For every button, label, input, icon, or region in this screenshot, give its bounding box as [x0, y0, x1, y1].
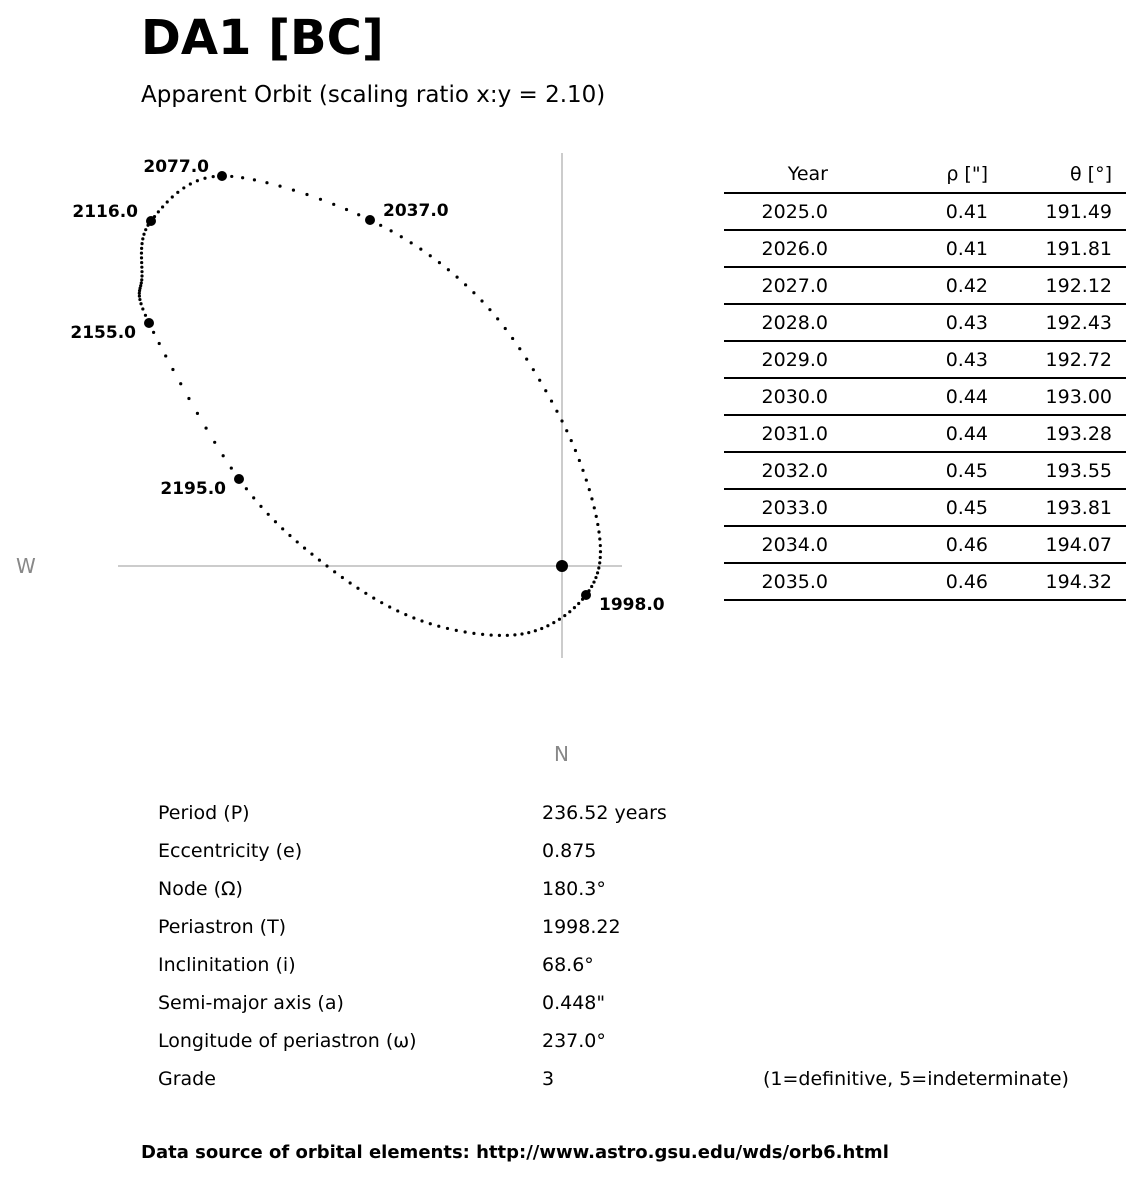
element-row: [158, 1060, 1118, 1098]
cell-theta: 191.49: [1002, 193, 1126, 230]
orbit-point: [429, 254, 432, 257]
orbit-point: [538, 379, 541, 382]
orbit-point: [144, 314, 147, 317]
orbit-point: [578, 459, 581, 462]
orbit-point: [140, 247, 143, 250]
orbit-point: [570, 439, 573, 442]
orbit-point: [540, 627, 543, 630]
epoch-label: 2155.0: [70, 323, 136, 343]
west-label: W: [16, 554, 36, 578]
cell-theta: 192.43: [1002, 304, 1126, 341]
orbit-point: [144, 228, 147, 231]
orbit-point: [590, 585, 593, 588]
element-row: [158, 984, 1118, 1022]
orbit-point: [345, 208, 348, 211]
orbit-point: [598, 537, 601, 540]
table-row: [724, 304, 1126, 341]
orbit-point: [527, 631, 530, 634]
orbital-elements: [158, 794, 1118, 1098]
orbit-point: [390, 229, 393, 232]
orbit-point: [203, 177, 206, 180]
orbit-point: [596, 571, 599, 574]
orbit-point: [140, 270, 143, 273]
element-label: Semi-major axis (a): [158, 992, 344, 1014]
orbit-point: [588, 488, 591, 491]
chart-subtitle: Apparent Orbit (scaling ratio x:y = 2.10): [141, 82, 606, 108]
orbit-point: [498, 634, 501, 637]
element-row: [158, 832, 1118, 870]
orbit-point: [319, 198, 322, 201]
orbit-point: [550, 399, 553, 402]
orbit-point: [464, 630, 467, 633]
orbit-point: [325, 564, 328, 567]
cell-rho: 0.41: [842, 230, 1002, 267]
orbit-path: [138, 174, 602, 637]
orbit-point: [496, 317, 499, 320]
orbit-point: [504, 327, 507, 330]
orbit-point: [141, 237, 144, 240]
element-row: [158, 794, 1118, 832]
orbit-point: [546, 624, 549, 627]
table-row: [724, 452, 1126, 489]
orbit-point: [585, 478, 588, 481]
orbit-point: [480, 299, 483, 302]
orbit-point: [380, 601, 383, 604]
orbit-point: [372, 597, 375, 600]
orbit-point: [318, 558, 321, 561]
orbit-point: [388, 605, 391, 608]
page-title: DA1 [BC]: [141, 10, 384, 66]
orbit-point: [597, 530, 600, 533]
primary-star: [556, 560, 568, 572]
orbit-point: [212, 175, 215, 178]
orbit-point: [196, 179, 199, 182]
orbit-point: [140, 242, 143, 245]
orbit-point: [179, 382, 182, 385]
orbit-point: [176, 191, 179, 194]
table-row: [724, 526, 1126, 563]
orbit-point: [213, 441, 216, 444]
orbit-point: [152, 331, 155, 334]
epoch-marker: [365, 215, 375, 225]
table-row: [724, 489, 1126, 526]
element-label: Eccentricity (e): [158, 840, 303, 862]
orbit-point: [396, 609, 399, 612]
orbit-point: [447, 268, 450, 271]
orbit-point: [187, 397, 190, 400]
orbit-point: [140, 281, 143, 284]
orbit-point: [410, 241, 413, 244]
orbit-point: [182, 186, 185, 189]
orbit-point: [534, 629, 537, 632]
cell-year: 2031.0: [724, 415, 842, 452]
cell-year: 2032.0: [724, 452, 842, 489]
cell-theta: 192.12: [1002, 267, 1126, 304]
orbit-point: [412, 616, 415, 619]
element-label: Node (Ω): [158, 878, 243, 900]
orbit-point: [455, 276, 458, 279]
orbit-point: [267, 513, 270, 516]
orbit-point: [595, 515, 598, 518]
orbit-point: [577, 602, 580, 605]
orbit-point: [419, 248, 422, 251]
orbit-point: [139, 302, 142, 305]
orbit-point: [404, 613, 407, 616]
orbit-point: [196, 412, 199, 415]
orbit-point: [222, 454, 225, 457]
orbit-point: [296, 540, 299, 543]
ephemeris-table: [724, 156, 1126, 601]
orbit-point: [138, 298, 141, 301]
orbit-point: [472, 291, 475, 294]
orbit-point: [511, 337, 514, 340]
element-label: Grade: [158, 1068, 216, 1090]
epoch-marker: [581, 590, 591, 600]
cell-year: 2028.0: [724, 304, 842, 341]
orbit-point: [253, 178, 256, 181]
orbit-point: [532, 368, 535, 371]
epoch-markers: [70, 157, 664, 615]
orbit-point: [171, 195, 174, 198]
header-rho: ρ ["]: [842, 156, 1002, 193]
cell-theta: 193.55: [1002, 452, 1126, 489]
orbit-point: [158, 342, 161, 345]
orbit-point: [598, 561, 601, 564]
orbit-point: [303, 547, 306, 550]
epoch-label: 2077.0: [143, 157, 209, 177]
orbit-point: [481, 633, 484, 636]
cell-rho: 0.42: [842, 267, 1002, 304]
epoch-marker: [144, 318, 154, 328]
orbit-point: [292, 189, 295, 192]
table-row: [724, 341, 1126, 378]
orbit-point: [472, 632, 475, 635]
orbit-point: [599, 550, 602, 553]
cell-theta: 193.00: [1002, 378, 1126, 415]
data-source-footer: Data source of orbital elements: http://www.astro.gsu.edu/wds/orb6.html: [141, 1142, 889, 1163]
element-value: 0.448": [542, 992, 606, 1014]
cell-year: 2030.0: [724, 378, 842, 415]
orbit-point: [558, 618, 561, 621]
cell-rho: 0.41: [842, 193, 1002, 230]
orbit-point: [274, 520, 277, 523]
cell-rho: 0.45: [842, 489, 1002, 526]
epoch-label: 2037.0: [383, 201, 449, 221]
epoch-label: 2195.0: [160, 479, 226, 499]
orbit-point: [138, 292, 141, 295]
orbit-point: [310, 553, 313, 556]
orbit-point: [420, 619, 423, 622]
epoch-marker: [234, 474, 244, 484]
epoch-marker: [217, 171, 227, 181]
orbit-point: [278, 185, 281, 188]
orbit-point: [599, 544, 602, 547]
orbit-point: [332, 203, 335, 206]
element-value: 68.6°: [542, 954, 594, 976]
orbit-point: [438, 261, 441, 264]
orbit-point: [574, 449, 577, 452]
orbit-point: [592, 580, 595, 583]
orbit-point: [490, 633, 493, 636]
orbit-point: [189, 182, 192, 185]
orbit-point: [142, 233, 145, 236]
orbit-point: [140, 278, 143, 281]
cell-rho: 0.44: [842, 415, 1002, 452]
orbit-point: [265, 181, 268, 184]
orbit-point: [252, 496, 255, 499]
orbit-point: [560, 419, 563, 422]
element-value: 0.875: [542, 840, 597, 862]
orbit-point: [552, 621, 555, 624]
cell-rho: 0.46: [842, 563, 1002, 600]
cell-rho: 0.45: [842, 452, 1002, 489]
table-row: [724, 378, 1126, 415]
cell-rho: 0.46: [842, 526, 1002, 563]
orbit-point: [379, 224, 382, 227]
element-label: Inclinitation (i): [158, 954, 296, 976]
epoch-label: 1998.0: [599, 595, 665, 615]
orbit-point: [446, 627, 449, 630]
cell-theta: 194.07: [1002, 526, 1126, 563]
orbit-point: [140, 261, 143, 264]
cell-theta: 193.81: [1002, 489, 1126, 526]
element-value: 237.0°: [542, 1030, 606, 1052]
orbit-point: [161, 205, 164, 208]
element-row: [158, 908, 1118, 946]
orbit-point: [594, 576, 597, 579]
cell-year: 2026.0: [724, 230, 842, 267]
orbit-point: [437, 625, 440, 628]
orbit-point: [288, 534, 291, 537]
orbit-point: [597, 566, 600, 569]
orbit-point: [166, 200, 169, 203]
element-row: [158, 1022, 1118, 1060]
element-value: 1998.22: [542, 916, 621, 938]
cell-year: 2035.0: [724, 563, 842, 600]
element-label: Periastron (T): [158, 916, 287, 938]
cell-theta: 194.32: [1002, 563, 1126, 600]
table-row: [724, 415, 1126, 452]
grade-note: (1=definitive, 5=indeterminate): [763, 1068, 1069, 1090]
element-row: [158, 946, 1118, 984]
cell-year: 2033.0: [724, 489, 842, 526]
orbit-point: [140, 274, 143, 277]
orbit-point: [281, 527, 284, 530]
orbit-point: [171, 368, 174, 371]
orbit-point: [140, 252, 143, 255]
orbit-point: [140, 256, 143, 259]
table-row: [724, 230, 1126, 267]
orbit-point: [581, 469, 584, 472]
orbit-point: [488, 308, 491, 311]
cell-year: 2025.0: [724, 193, 842, 230]
orbit-point: [563, 614, 566, 617]
table-row: [724, 563, 1126, 600]
cell-year: 2027.0: [724, 267, 842, 304]
orbit-point: [357, 213, 360, 216]
orbit-point: [164, 354, 167, 357]
orbit-point: [341, 576, 344, 579]
orbit-point: [573, 606, 576, 609]
table-row: [724, 193, 1126, 230]
cell-rho: 0.43: [842, 304, 1002, 341]
orbit-point: [230, 175, 233, 178]
orbit-point: [241, 176, 244, 179]
orbit-point: [333, 570, 336, 573]
element-label: Period (P): [158, 802, 250, 824]
orbit-point: [518, 347, 521, 350]
cell-rho: 0.44: [842, 378, 1002, 415]
orbit-point: [544, 389, 547, 392]
header-theta: θ [°]: [1002, 156, 1126, 193]
north-label: N: [554, 742, 569, 766]
orbit-point: [259, 505, 262, 508]
orbit-point: [140, 266, 143, 269]
orbit-point: [400, 235, 403, 238]
element-label: Longitude of periastron (ω): [158, 1030, 417, 1052]
epoch-label: 2116.0: [72, 202, 138, 222]
orbit-point: [596, 523, 599, 526]
orbit-point: [305, 193, 308, 196]
orbit-point: [599, 556, 602, 559]
cell-rho: 0.43: [842, 341, 1002, 378]
orbit-plot: [0, 0, 700, 780]
table-header-row: [724, 156, 1126, 193]
epoch-marker: [146, 216, 156, 226]
orbit-point: [555, 410, 558, 413]
orbit-point: [429, 622, 432, 625]
orbit-point: [141, 307, 144, 310]
table-row: [724, 267, 1126, 304]
header-year: Year: [724, 156, 842, 193]
orbit-point: [364, 592, 367, 595]
orbit-point: [455, 629, 458, 632]
orbit-point: [356, 587, 359, 590]
orbit-point: [565, 429, 568, 432]
orbit-point: [590, 497, 593, 500]
orbit-point: [513, 633, 516, 636]
cell-theta: 193.28: [1002, 415, 1126, 452]
orbit-point: [349, 581, 352, 584]
cell-year: 2034.0: [724, 526, 842, 563]
orbit-point: [506, 634, 509, 637]
orbit-point: [568, 610, 571, 613]
element-value: 180.3°: [542, 878, 606, 900]
orbit-point: [204, 426, 207, 429]
element-row: [158, 870, 1118, 908]
orbit-point: [525, 358, 528, 361]
cell-year: 2029.0: [724, 341, 842, 378]
cell-theta: 192.72: [1002, 341, 1126, 378]
element-value: 3: [542, 1068, 555, 1090]
cell-theta: 191.81: [1002, 230, 1126, 267]
orbit-point: [157, 210, 160, 213]
orbit-point: [138, 294, 141, 297]
orbit-point: [245, 487, 248, 490]
orbit-point: [230, 466, 233, 469]
orbit-point: [464, 283, 467, 286]
orbit-point: [593, 506, 596, 509]
orbit-point: [520, 632, 523, 635]
element-value: 236.52 years: [542, 802, 667, 824]
